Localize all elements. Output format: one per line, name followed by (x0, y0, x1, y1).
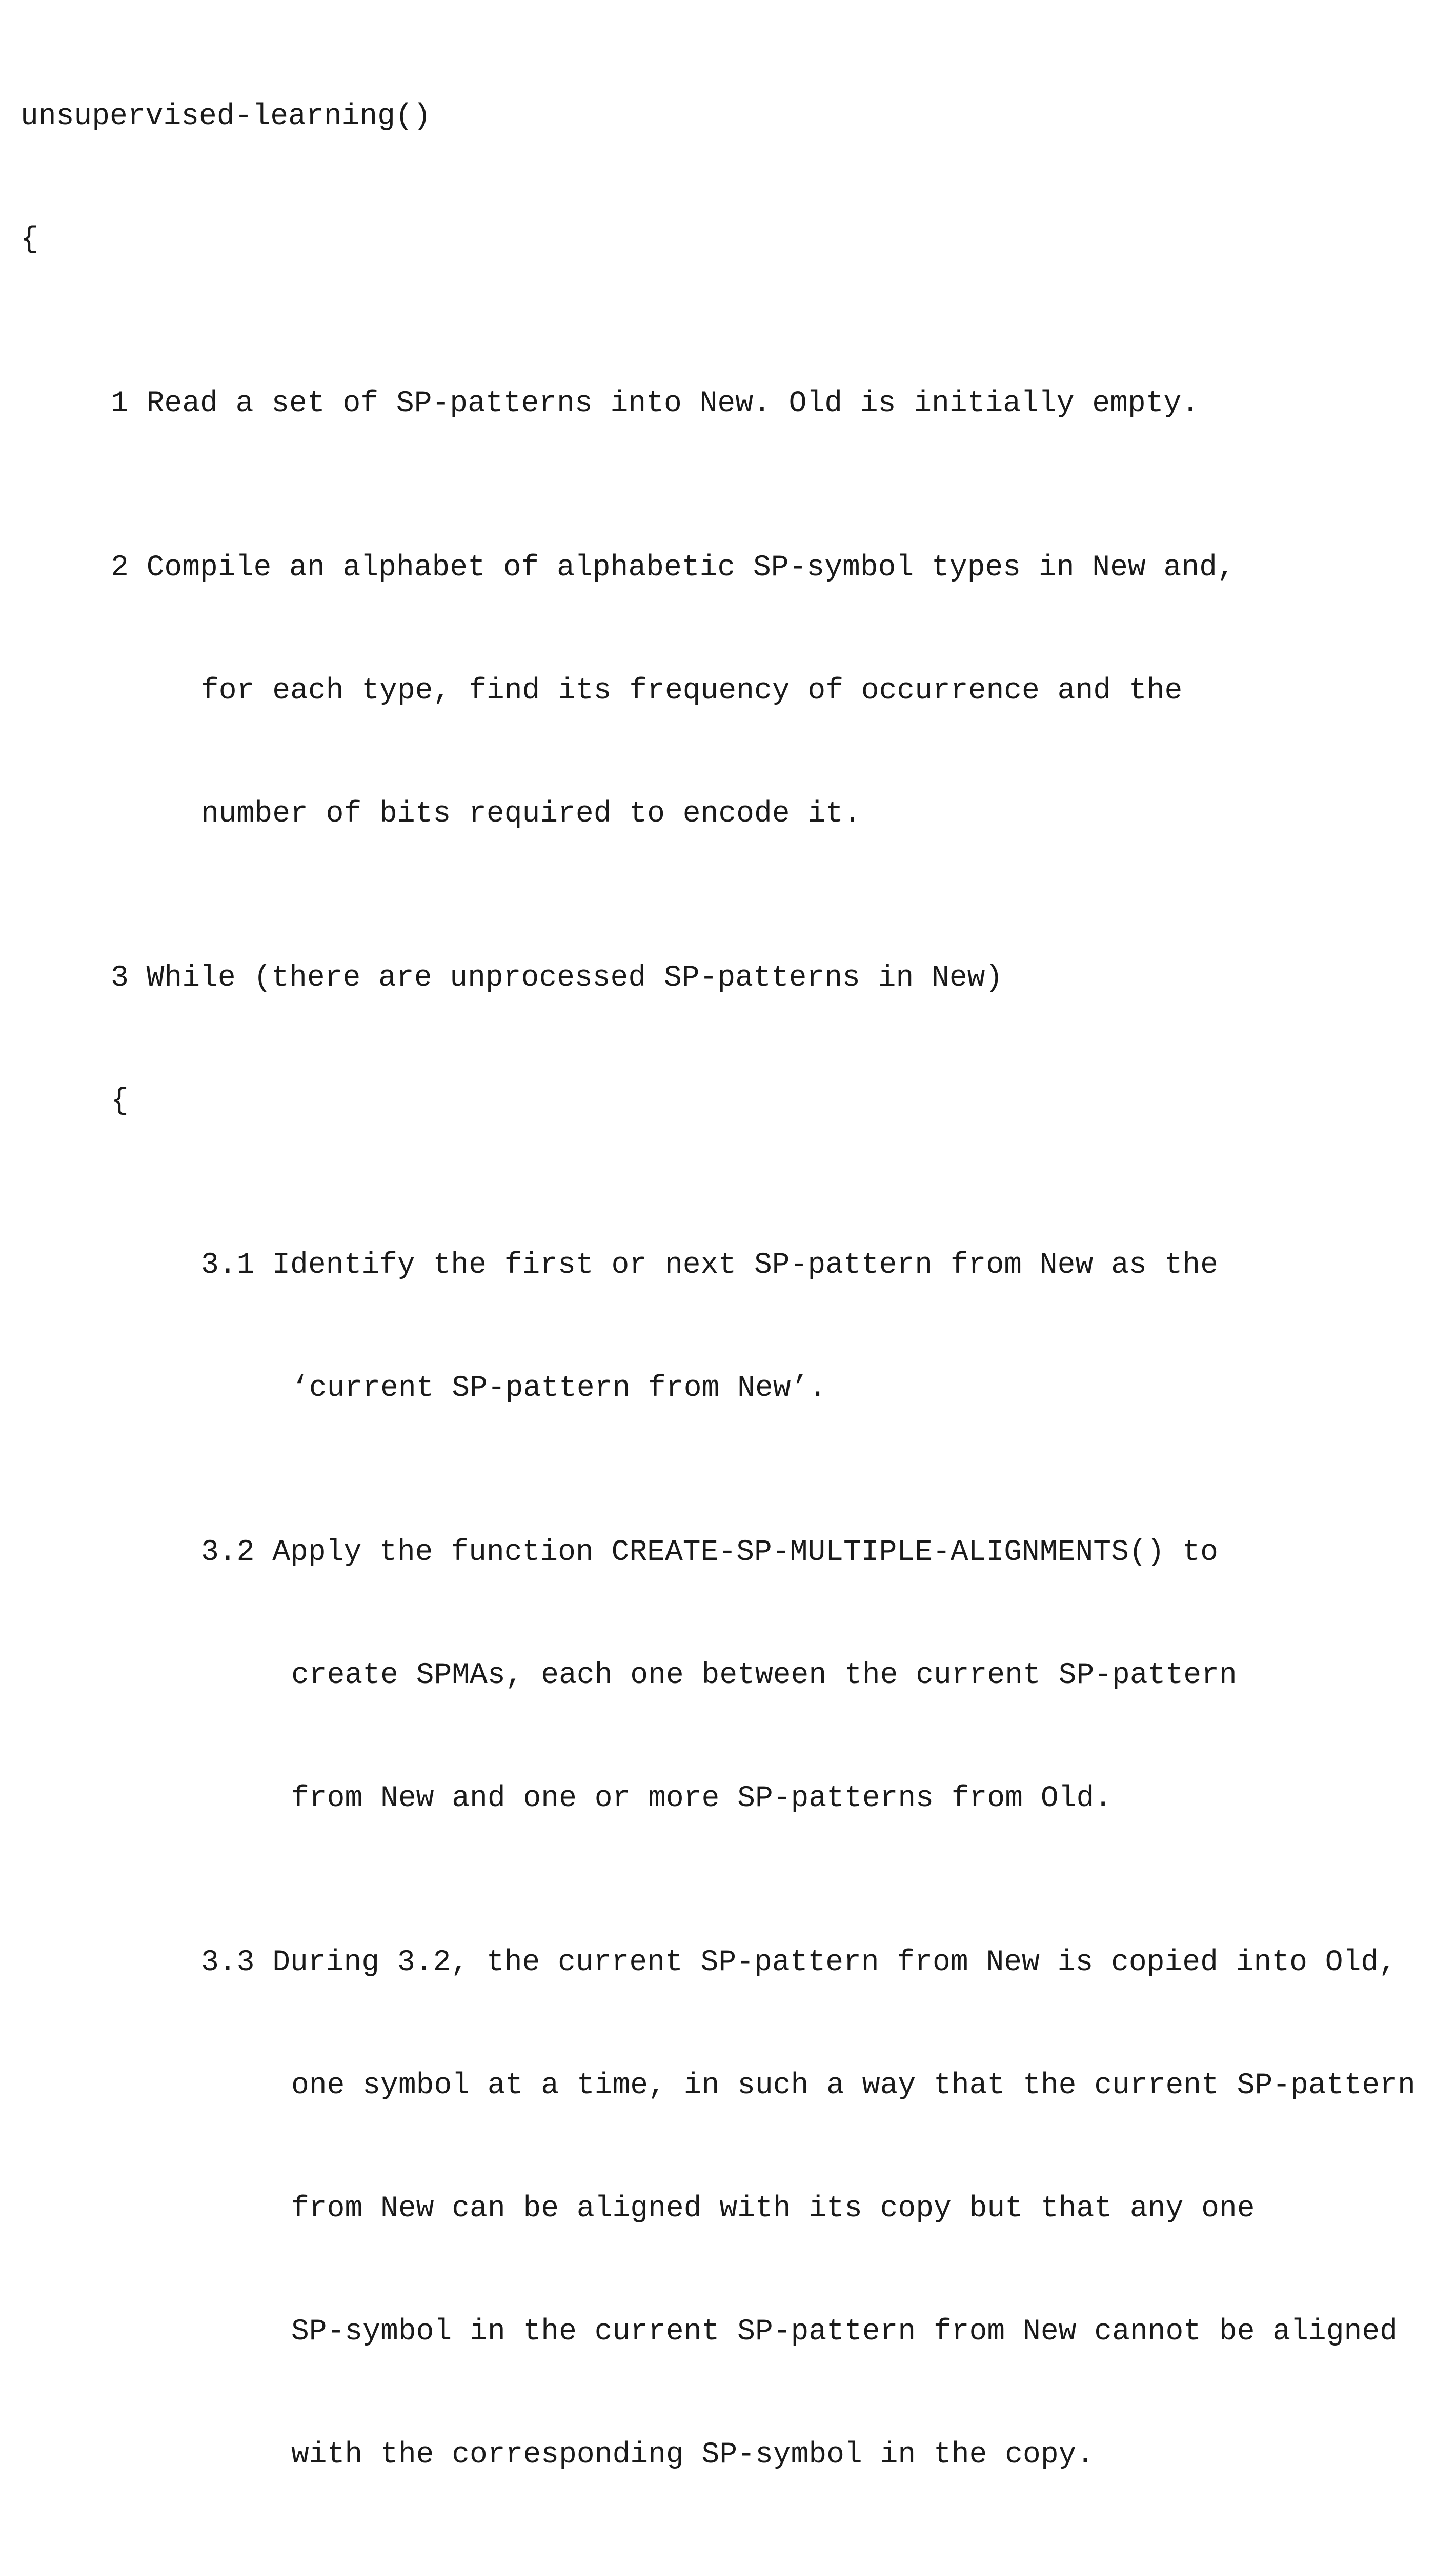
function-signature: unsupervised-learning() (21, 100, 431, 133)
step-3-3-continuation: from New can be aligned with its copy but that any one (291, 2192, 1255, 2226)
pseudocode-listing (21, 14, 1446, 2564)
step-3-2-continuation: from New and one or more SP-patterns from Old. (291, 1782, 1113, 1815)
step-3-open-brace: { (111, 1085, 129, 1118)
step-3-3-continuation: SP-symbol in the current SP-pattern from New cannot be aligned (291, 2315, 1398, 2349)
step-3-3-line: 3.3 During 3.2, the current SP-pattern from New is copied into Old, (201, 1946, 1397, 1979)
step-3-1-continuation: ‘current SP-pattern from New’. (291, 1372, 827, 1405)
step-3-2-continuation: create SPMAs, each one between the current SP-pattern (291, 1659, 1237, 1692)
open-brace: { (21, 223, 38, 256)
step-3-while-header: 3 While (there are unprocessed SP-patterns in New) (111, 962, 1003, 995)
step-2-continuation: number of bits required to encode it. (201, 797, 861, 831)
step-1-line: 1 Read a set of SP-patterns into New. Old is initially empty. (111, 387, 1200, 420)
step-3-3-continuation: with the corresponding SP-symbol in the copy. (291, 2438, 1095, 2472)
step-3-1-line: 3.1 Identify the first or next SP-pattern from New as the (201, 1249, 1218, 1282)
step-3-2-line: 3.2 Apply the function CREATE-SP-MULTIPLE-ALIGNMENTS() to (201, 1536, 1218, 1569)
step-2-continuation: for each type, find its frequency of occurrence and the (201, 674, 1183, 708)
step-2-line: 2 Compile an alphabet of alphabetic SP-symbol types in New and, (111, 551, 1235, 585)
step-3-3-continuation: one symbol at a time, in such a way that the current SP-pattern (291, 2069, 1415, 2102)
